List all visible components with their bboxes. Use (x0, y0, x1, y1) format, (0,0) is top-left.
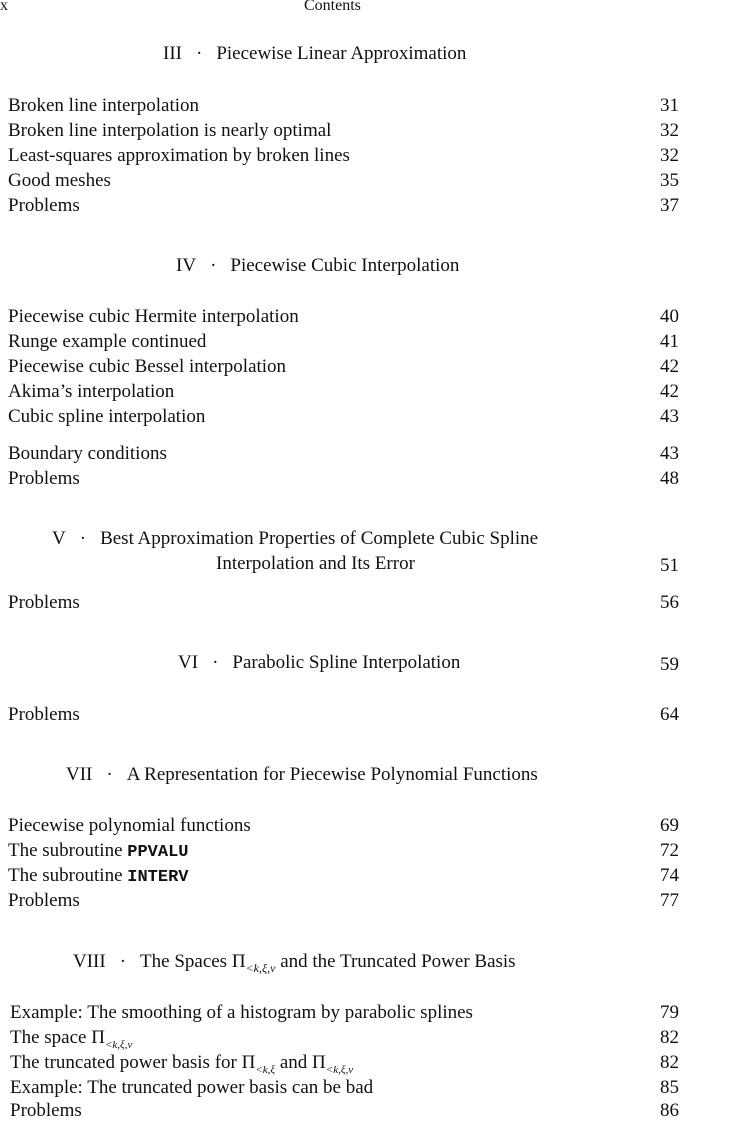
chapter-numeral: V (52, 528, 66, 549)
chapter-iii-heading: III · Piecewise Linear Approximation (163, 43, 467, 64)
toc-entry[interactable]: Example: The truncated power basis can be bad (10, 1077, 374, 1098)
chapter-numeral: III (163, 43, 182, 64)
toc-page-number: 86 (660, 1100, 679, 1121)
toc-entry[interactable]: Akima’s interpolation (8, 381, 175, 402)
toc-page-number: 69 (660, 815, 679, 836)
toc-page-number: 37 (660, 195, 679, 216)
toc-page-number: 85 (660, 1077, 679, 1098)
toc-page-number: 42 (660, 356, 679, 377)
toc-entry-ppvalu[interactable]: The subroutine PPVALU (8, 840, 189, 862)
subscript: <k,ξ,ν (325, 1064, 354, 1076)
toc-entry-space[interactable]: The space $\Pi_{<k,\xi,\nu}$ (10, 1027, 133, 1051)
chapter-title-continued: Interpolation and Its Error (216, 553, 415, 574)
toc-page-number: 35 (660, 170, 679, 191)
toc-page-number: 64 (660, 704, 679, 725)
toc-entry[interactable]: Problems (10, 1100, 82, 1121)
toc-entry[interactable]: Problems (8, 890, 80, 911)
chapter-title: Parabolic Spline Interpolation (232, 652, 461, 673)
toc-page-number: 41 (660, 331, 679, 352)
chapter-numeral: VI (178, 652, 199, 673)
chapter-numeral: VII (66, 764, 93, 785)
toc-entry-power-basis[interactable]: The truncated power basis for $\Pi_{<k,\xi}$ and $\Pi_{<k,\xi,\nu}$ (10, 1052, 354, 1076)
chapter-numeral: IV (176, 255, 197, 276)
toc-page-number: 43 (660, 406, 679, 427)
toc-page-number: 42 (660, 381, 679, 402)
toc-page-number: 32 (660, 145, 679, 166)
toc-page-number: 40 (660, 306, 679, 327)
toc-page-number: 72 (660, 840, 679, 861)
chapter-vii-heading: VII · A Representation for Piecewise Polynomial Functions (66, 764, 538, 785)
chapter-iv-heading: IV · Piecewise Cubic Interpolation (176, 255, 460, 276)
chapter-title: Best Approximation Properties of Complete Cubic Spline (100, 528, 539, 549)
toc-page-number: 59 (660, 654, 679, 675)
page-number-roman: x (0, 0, 8, 14)
chapter-title: Piecewise Cubic Interpolation (230, 255, 460, 276)
chapter-numeral: VIII (73, 951, 106, 972)
chapter-title: Piecewise Linear Approximation (216, 43, 467, 64)
chapter-viii-heading: VIII · The Spaces $\Pi_{<k,\xi,\nu}$ and the Truncated Power Basis (73, 951, 516, 975)
toc-entry[interactable]: Piecewise cubic Bessel interpolation (8, 356, 287, 377)
toc-entry[interactable]: Boundary conditions (8, 443, 167, 464)
toc-page-number: 43 (660, 443, 679, 464)
toc-page-number: 32 (660, 120, 679, 141)
code-name: PPVALU (127, 843, 189, 862)
toc-entry[interactable]: Problems (8, 195, 80, 216)
toc-entry[interactable]: Cubic spline interpolation (8, 406, 206, 427)
toc-entry-interv[interactable]: The subroutine INTERV (8, 865, 189, 887)
toc-entry[interactable]: Least-squares approximation by broken lines (8, 145, 350, 166)
toc-page-number: 31 (660, 95, 679, 116)
toc-page-number: 77 (660, 890, 679, 911)
toc-page-number: 56 (660, 592, 679, 613)
chapter-v-heading: V · Best Approximation Properties of Complete Cubic Spline (52, 528, 539, 549)
toc-entry[interactable]: Problems (8, 592, 80, 613)
toc-page-number: 48 (660, 468, 679, 489)
toc-entry[interactable]: Piecewise cubic Hermite interpolation (8, 306, 299, 327)
toc-page-number: 82 (660, 1052, 679, 1073)
subscript: <k,ξ (255, 1064, 276, 1076)
toc-entry[interactable]: Broken line interpolation is nearly optimal (8, 120, 332, 141)
subscript: <k,ξ,ν (104, 1039, 133, 1051)
chapter-vi-heading: VI · Parabolic Spline Interpolation (178, 652, 461, 673)
subscript: <k,ξ,ν (245, 961, 276, 975)
toc-entry[interactable]: Example: The smoothing of a histogram by parabolic splines (10, 1002, 473, 1023)
toc-entry[interactable]: Problems (8, 704, 80, 725)
toc-page-number: 74 (660, 865, 679, 886)
toc-page-number: 82 (660, 1027, 679, 1048)
toc-entry[interactable]: Problems (8, 468, 80, 489)
toc-page-number: 51 (660, 555, 679, 576)
toc-entry[interactable]: Runge example continued (8, 331, 207, 352)
toc-entry[interactable]: Piecewise polynomial functions (8, 815, 251, 836)
toc-page-number: 79 (660, 1002, 679, 1023)
toc-entry[interactable]: Broken line interpolation (8, 95, 200, 116)
code-name: INTERV (127, 868, 189, 887)
running-title: Contents (304, 0, 361, 14)
chapter-title: A Representation for Piecewise Polynomial Functions (126, 764, 538, 785)
toc-entry[interactable]: Good meshes (8, 170, 111, 191)
